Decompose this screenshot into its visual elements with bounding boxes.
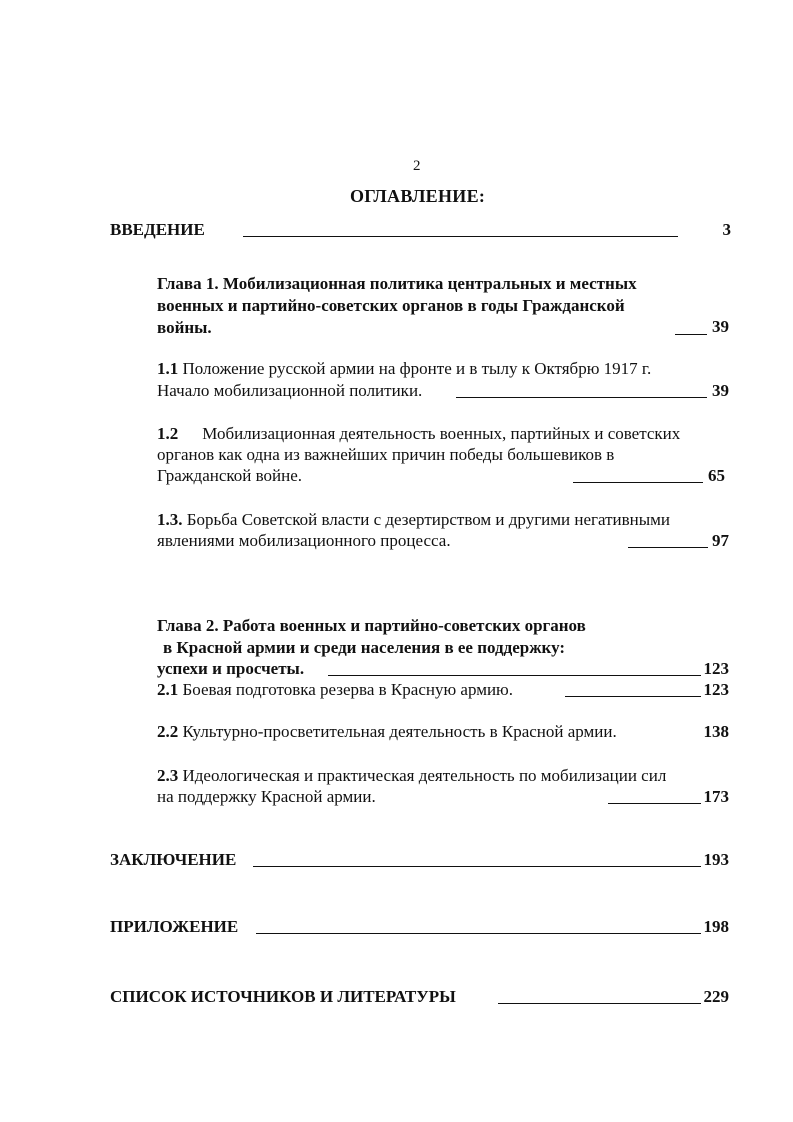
- section-1-2-line1: [157, 423, 680, 444]
- chapter2-heading-line2: в Красной армии и среди населения в ее поддержку:: [163, 638, 566, 657]
- section-1-2-leader: [573, 482, 703, 483]
- section-2-2-text: Культурно-просветительная деятельность в Красной армии.: [182, 722, 617, 741]
- chapter2-leader: [328, 675, 701, 676]
- toc-sources-leader: [498, 1003, 701, 1004]
- section-1-3-line2: явлениями мобилизационного процесса.: [157, 531, 451, 550]
- section-2-1-page: 123: [703, 680, 729, 699]
- chapter2-heading-line3: успехи и просчеты.: [157, 659, 305, 678]
- page-number: 2: [413, 158, 421, 174]
- section-1-2-text: Мобилизационная деятельность военных, партийных и советских: [202, 424, 681, 443]
- toc-intro-leader: [243, 236, 678, 237]
- section-1-1-page: 39: [712, 381, 729, 400]
- toc-conclusion-page: 193: [703, 850, 729, 869]
- toc-appendix-label: ПРИЛОЖЕНИЕ: [110, 917, 239, 936]
- section-2-2-line: [157, 721, 617, 742]
- chapter1-heading-line1: Глава 1. Мобилизационная политика центральных и местных: [157, 274, 637, 293]
- toc-sources-page: 229: [703, 987, 729, 1006]
- section-2-3-number: 2.3: [157, 766, 179, 785]
- section-1-1-leader: [456, 397, 707, 398]
- chapter1-heading-line3: войны.: [157, 318, 212, 337]
- section-1-1-line1: [157, 358, 651, 379]
- section-2-1-text: Боевая подготовка резерва в Красную армию.: [182, 680, 514, 699]
- section-2-1-line: [157, 679, 513, 700]
- chapter2-heading-line1: Глава 2. Работа военных и партийно-советских органов: [157, 616, 586, 635]
- section-1-2-page: 65: [708, 466, 725, 485]
- toc-intro-label: ВВЕДЕНИЕ: [110, 220, 205, 239]
- section-1-3-number: 1.3.: [157, 510, 183, 529]
- section-1-2-line2: органов как одна из важнейших причин победы большевиков в: [157, 445, 615, 464]
- chapter2-page: 123: [703, 659, 729, 678]
- toc-appendix-page: 198: [703, 917, 729, 936]
- section-1-1-text: Положение русской армии на фронте и в тылу к Октябрю 1917 г.: [182, 359, 652, 378]
- section-2-3-line2: на поддержку Красной армии.: [157, 787, 376, 806]
- section-2-2-page: 138: [703, 722, 729, 741]
- toc-intro-page: 3: [722, 220, 731, 239]
- section-1-1-line2: Начало мобилизационной политики.: [157, 381, 423, 400]
- section-1-2-number: 1.2: [157, 424, 179, 443]
- section-2-1-number: 2.1: [157, 680, 179, 699]
- toc-title: ОГЛАВЛЕНИЕ:: [350, 186, 486, 206]
- section-2-3-text: Идеологическая и практическая деятельность по мобилизации сил: [182, 766, 667, 785]
- section-2-3-leader: [608, 803, 701, 804]
- chapter1-page: 39: [712, 317, 729, 336]
- section-1-3-line1: [157, 509, 670, 530]
- section-1-3-text: Борьба Советской власти с дезертирством и другими негативными: [186, 510, 671, 529]
- section-2-2-number: 2.2: [157, 722, 179, 741]
- section-2-1-leader: [565, 696, 701, 697]
- toc-appendix-leader: [256, 933, 701, 934]
- toc-conclusion-label: ЗАКЛЮЧЕНИЕ: [110, 850, 237, 869]
- section-1-2-line3: Гражданской войне.: [157, 466, 303, 485]
- section-2-3-line1: [157, 765, 666, 786]
- section-1-3-page: 97: [712, 531, 729, 550]
- toc-sources-label: СПИСОК ИСТОЧНИКОВ И ЛИТЕРАТУРЫ: [110, 987, 456, 1006]
- chapter1-heading-line2: военных и партийно-советских органов в годы Гражданской: [157, 296, 625, 315]
- section-2-3-page: 173: [703, 787, 729, 806]
- section-1-1-number: 1.1: [157, 359, 179, 378]
- toc-conclusion-leader: [253, 866, 701, 867]
